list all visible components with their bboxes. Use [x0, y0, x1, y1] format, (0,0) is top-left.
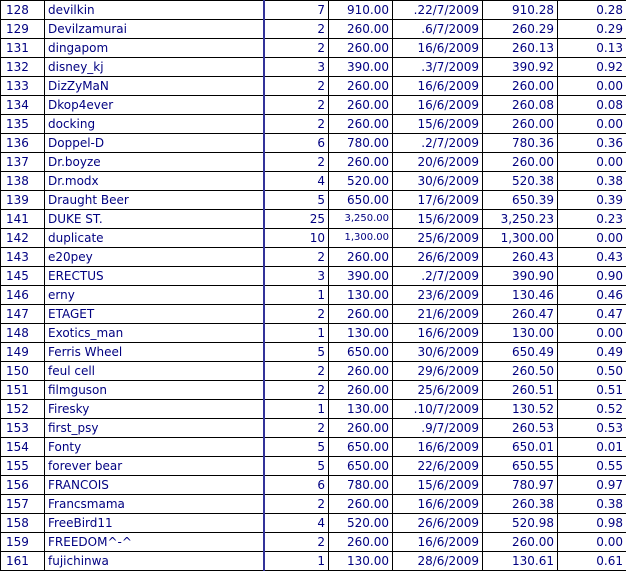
table-row[interactable]	[1, 324, 626, 343]
cell-date[interactable]: 23/6/2009	[393, 286, 483, 305]
cell-name[interactable]: FreeBird11	[45, 514, 264, 533]
cell-amount[interactable]: 260.00	[329, 96, 393, 115]
table-row[interactable]	[1, 58, 626, 77]
cell-total[interactable]: 3,250.23	[483, 210, 558, 229]
cell-total[interactable]: 520.98	[483, 514, 558, 533]
cell-total[interactable]: 260.00	[483, 533, 558, 552]
cell-row-number[interactable]: 150	[1, 362, 45, 381]
cell-amount[interactable]: 520.00	[329, 514, 393, 533]
cell-row-number[interactable]: 138	[1, 172, 45, 191]
cell-total[interactable]: 260.08	[483, 96, 558, 115]
table-row[interactable]	[1, 77, 626, 96]
cell-amount[interactable]: 780.00	[329, 134, 393, 153]
cell-row-number[interactable]: 149	[1, 343, 45, 362]
cell-date[interactable]: 25/6/2009	[393, 229, 483, 248]
cell-quantity[interactable]: 5	[264, 343, 329, 362]
cell-total[interactable]: 130.61	[483, 552, 558, 571]
cell-name[interactable]: devilkin	[45, 1, 264, 20]
cell-fraction[interactable]: 0.97	[558, 476, 626, 495]
cell-total[interactable]: 260.53	[483, 419, 558, 438]
table-row[interactable]	[1, 191, 626, 210]
cell-total[interactable]: 260.43	[483, 248, 558, 267]
cell-date[interactable]: 16/6/2009	[393, 324, 483, 343]
cell-total[interactable]: 260.00	[483, 115, 558, 134]
table-row[interactable]	[1, 343, 626, 362]
cell-date[interactable]: 16/6/2009	[393, 533, 483, 552]
cell-amount[interactable]: 390.00	[329, 58, 393, 77]
cell-quantity[interactable]: 1	[264, 286, 329, 305]
cell-row-number[interactable]: 153	[1, 419, 45, 438]
cell-quantity[interactable]: 6	[264, 476, 329, 495]
table-row[interactable]	[1, 267, 626, 286]
cell-name[interactable]: fujichinwa	[45, 552, 264, 571]
cell-quantity[interactable]: 2	[264, 495, 329, 514]
cell-total[interactable]: 520.38	[483, 172, 558, 191]
cell-date[interactable]: 30/6/2009	[393, 343, 483, 362]
table-row[interactable]	[1, 438, 626, 457]
cell-name[interactable]: Francsmama	[45, 495, 264, 514]
cell-quantity[interactable]: 3	[264, 58, 329, 77]
cell-date[interactable]: .6/7/2009	[393, 20, 483, 39]
cell-total[interactable]: 130.46	[483, 286, 558, 305]
table-row[interactable]	[1, 419, 626, 438]
cell-amount[interactable]: 260.00	[329, 248, 393, 267]
table-row[interactable]	[1, 1, 626, 20]
cell-date[interactable]: .3/7/2009	[393, 58, 483, 77]
cell-name[interactable]: erny	[45, 286, 264, 305]
cell-fraction[interactable]: 0.00	[558, 533, 626, 552]
cell-row-number[interactable]: 152	[1, 400, 45, 419]
cell-total[interactable]: 130.00	[483, 324, 558, 343]
cell-row-number[interactable]: 147	[1, 305, 45, 324]
cell-fraction[interactable]: 0.01	[558, 438, 626, 457]
cell-name[interactable]: disney_kj	[45, 58, 264, 77]
cell-fraction[interactable]: 0.29	[558, 20, 626, 39]
cell-row-number[interactable]: 129	[1, 20, 45, 39]
cell-amount[interactable]: 130.00	[329, 400, 393, 419]
cell-amount[interactable]: 1,300.00	[329, 229, 393, 248]
table-row[interactable]	[1, 172, 626, 191]
cell-row-number[interactable]: 143	[1, 248, 45, 267]
cell-date[interactable]: 28/6/2009	[393, 552, 483, 571]
cell-total[interactable]: 260.38	[483, 495, 558, 514]
cell-date[interactable]: 26/6/2009	[393, 514, 483, 533]
cell-total[interactable]: 260.00	[483, 77, 558, 96]
cell-fraction[interactable]: 0.61	[558, 552, 626, 571]
cell-name[interactable]: duplicate	[45, 229, 264, 248]
cell-date[interactable]: 15/6/2009	[393, 115, 483, 134]
table-row[interactable]	[1, 362, 626, 381]
cell-date[interactable]: 22/6/2009	[393, 457, 483, 476]
cell-total[interactable]: 910.28	[483, 1, 558, 20]
cell-quantity[interactable]: 1	[264, 400, 329, 419]
cell-date[interactable]: 16/6/2009	[393, 495, 483, 514]
cell-name[interactable]: Firesky	[45, 400, 264, 419]
cell-name[interactable]: Fonty	[45, 438, 264, 457]
cell-fraction[interactable]: 0.00	[558, 115, 626, 134]
cell-quantity[interactable]: 25	[264, 210, 329, 229]
cell-name[interactable]: Dr.modx	[45, 172, 264, 191]
cell-date[interactable]: 16/6/2009	[393, 438, 483, 457]
cell-date[interactable]: .9/7/2009	[393, 419, 483, 438]
cell-quantity[interactable]: 3	[264, 267, 329, 286]
cell-name[interactable]: docking	[45, 115, 264, 134]
table-row[interactable]	[1, 495, 626, 514]
cell-amount[interactable]: 130.00	[329, 324, 393, 343]
cell-fraction[interactable]: 0.00	[558, 229, 626, 248]
cell-quantity[interactable]: 6	[264, 134, 329, 153]
cell-quantity[interactable]: 2	[264, 77, 329, 96]
cell-date[interactable]: 21/6/2009	[393, 305, 483, 324]
cell-name[interactable]: Exotics_man	[45, 324, 264, 343]
cell-row-number[interactable]: 137	[1, 153, 45, 172]
cell-amount[interactable]: 390.00	[329, 267, 393, 286]
cell-row-number[interactable]: 155	[1, 457, 45, 476]
table-row[interactable]	[1, 153, 626, 172]
cell-date[interactable]: .10/7/2009	[393, 400, 483, 419]
cell-amount[interactable]: 650.00	[329, 343, 393, 362]
cell-row-number[interactable]: 148	[1, 324, 45, 343]
cell-fraction[interactable]: 0.52	[558, 400, 626, 419]
cell-fraction[interactable]: 0.90	[558, 267, 626, 286]
cell-row-number[interactable]: 156	[1, 476, 45, 495]
table-row[interactable]	[1, 248, 626, 267]
cell-name[interactable]: dingapom	[45, 39, 264, 58]
cell-amount[interactable]: 260.00	[329, 419, 393, 438]
cell-fraction[interactable]: 0.50	[558, 362, 626, 381]
cell-quantity[interactable]: 2	[264, 305, 329, 324]
cell-total[interactable]: 260.51	[483, 381, 558, 400]
cell-row-number[interactable]: 136	[1, 134, 45, 153]
table-row[interactable]	[1, 457, 626, 476]
cell-name[interactable]: Dr.boyze	[45, 153, 264, 172]
cell-fraction[interactable]: 0.38	[558, 495, 626, 514]
cell-fraction[interactable]: 0.46	[558, 286, 626, 305]
cell-amount[interactable]: 910.00	[329, 1, 393, 20]
cell-row-number[interactable]: 151	[1, 381, 45, 400]
cell-fraction[interactable]: 0.00	[558, 153, 626, 172]
cell-quantity[interactable]: 2	[264, 153, 329, 172]
cell-total[interactable]: 650.55	[483, 457, 558, 476]
cell-fraction[interactable]: 0.43	[558, 248, 626, 267]
cell-quantity[interactable]: 2	[264, 381, 329, 400]
cell-quantity[interactable]: 4	[264, 514, 329, 533]
cell-fraction[interactable]: 0.47	[558, 305, 626, 324]
cell-total[interactable]: 260.13	[483, 39, 558, 58]
cell-amount[interactable]: 130.00	[329, 552, 393, 571]
cell-fraction[interactable]: 0.55	[558, 457, 626, 476]
cell-quantity[interactable]: 1	[264, 324, 329, 343]
cell-row-number[interactable]: 135	[1, 115, 45, 134]
cell-date[interactable]: .2/7/2009	[393, 134, 483, 153]
cell-quantity[interactable]: 1	[264, 552, 329, 571]
cell-date[interactable]: 25/6/2009	[393, 381, 483, 400]
cell-total[interactable]: 1,300.00	[483, 229, 558, 248]
cell-name[interactable]: first_psy	[45, 419, 264, 438]
cell-quantity[interactable]: 5	[264, 191, 329, 210]
cell-row-number[interactable]: 145	[1, 267, 45, 286]
cell-quantity[interactable]: 2	[264, 248, 329, 267]
cell-row-number[interactable]: 157	[1, 495, 45, 514]
table-row[interactable]	[1, 20, 626, 39]
cell-quantity[interactable]: 2	[264, 419, 329, 438]
table-row[interactable]	[1, 229, 626, 248]
cell-name[interactable]: Dkop4ever	[45, 96, 264, 115]
cell-name[interactable]: Draught Beer	[45, 191, 264, 210]
table-row[interactable]	[1, 96, 626, 115]
cell-amount[interactable]: 130.00	[329, 286, 393, 305]
table-row[interactable]	[1, 381, 626, 400]
cell-date[interactable]: 20/6/2009	[393, 153, 483, 172]
cell-total[interactable]: 260.50	[483, 362, 558, 381]
cell-date[interactable]: .2/7/2009	[393, 267, 483, 286]
cell-amount[interactable]: 260.00	[329, 153, 393, 172]
cell-fraction[interactable]: 0.23	[558, 210, 626, 229]
cell-amount[interactable]: 780.00	[329, 476, 393, 495]
cell-date[interactable]: 15/6/2009	[393, 210, 483, 229]
cell-quantity[interactable]: 2	[264, 39, 329, 58]
cell-total[interactable]: 260.00	[483, 153, 558, 172]
cell-row-number[interactable]: 128	[1, 1, 45, 20]
cell-fraction[interactable]: 0.28	[558, 1, 626, 20]
cell-amount[interactable]: 650.00	[329, 438, 393, 457]
cell-amount[interactable]: 260.00	[329, 305, 393, 324]
cell-row-number[interactable]: 142	[1, 229, 45, 248]
cell-name[interactable]: Ferris Wheel	[45, 343, 264, 362]
cell-fraction[interactable]: 0.00	[558, 77, 626, 96]
cell-name[interactable]: filmguson	[45, 381, 264, 400]
table-row[interactable]	[1, 134, 626, 153]
cell-row-number[interactable]: 141	[1, 210, 45, 229]
cell-date[interactable]: .22/7/2009	[393, 1, 483, 20]
cell-quantity[interactable]: 2	[264, 96, 329, 115]
cell-quantity[interactable]: 2	[264, 20, 329, 39]
cell-fraction[interactable]: 0.08	[558, 96, 626, 115]
cell-name[interactable]: forever bear	[45, 457, 264, 476]
cell-total[interactable]: 390.90	[483, 267, 558, 286]
cell-row-number[interactable]: 133	[1, 77, 45, 96]
table-row[interactable]	[1, 476, 626, 495]
spreadsheet-body	[1, 1, 626, 571]
cell-row-number[interactable]: 158	[1, 514, 45, 533]
cell-fraction[interactable]: 0.53	[558, 419, 626, 438]
table-row[interactable]	[1, 552, 626, 571]
cell-total[interactable]: 390.92	[483, 58, 558, 77]
table-row[interactable]	[1, 533, 626, 552]
cell-date[interactable]: 16/6/2009	[393, 77, 483, 96]
table-row[interactable]	[1, 115, 626, 134]
cell-fraction[interactable]: 0.39	[558, 191, 626, 210]
cell-name[interactable]: DizZyMaN	[45, 77, 264, 96]
cell-row-number[interactable]: 161	[1, 552, 45, 571]
cell-date[interactable]: 30/6/2009	[393, 172, 483, 191]
cell-name[interactable]: feul cell	[45, 362, 264, 381]
table-row[interactable]	[1, 514, 626, 533]
cell-total[interactable]: 650.39	[483, 191, 558, 210]
cell-total[interactable]: 130.52	[483, 400, 558, 419]
cell-amount[interactable]: 260.00	[329, 533, 393, 552]
cell-fraction[interactable]: 0.51	[558, 381, 626, 400]
cell-name[interactable]: DUKE ST.	[45, 210, 264, 229]
cell-name[interactable]: FRANCOIS	[45, 476, 264, 495]
cell-quantity[interactable]: 7	[264, 1, 329, 20]
cell-date[interactable]: 16/6/2009	[393, 39, 483, 58]
cell-date[interactable]: 26/6/2009	[393, 248, 483, 267]
table-row[interactable]	[1, 210, 626, 229]
cell-fraction[interactable]: 0.00	[558, 324, 626, 343]
cell-name[interactable]: FREEDOM^-^	[45, 533, 264, 552]
cell-amount[interactable]: 260.00	[329, 20, 393, 39]
cell-quantity[interactable]: 10	[264, 229, 329, 248]
cell-amount[interactable]: 520.00	[329, 172, 393, 191]
cell-name[interactable]: e20pey	[45, 248, 264, 267]
table-row[interactable]	[1, 305, 626, 324]
cell-amount[interactable]: 260.00	[329, 362, 393, 381]
cell-total[interactable]: 780.36	[483, 134, 558, 153]
cell-quantity[interactable]: 2	[264, 533, 329, 552]
cell-total[interactable]: 260.29	[483, 20, 558, 39]
cell-amount[interactable]: 260.00	[329, 115, 393, 134]
cell-amount[interactable]: 650.00	[329, 191, 393, 210]
cell-fraction[interactable]: 0.92	[558, 58, 626, 77]
cell-quantity[interactable]: 5	[264, 438, 329, 457]
cell-amount[interactable]: 260.00	[329, 381, 393, 400]
cell-total[interactable]: 650.01	[483, 438, 558, 457]
cell-total[interactable]: 780.97	[483, 476, 558, 495]
table-row[interactable]	[1, 39, 626, 58]
cell-name[interactable]: Doppel-D	[45, 134, 264, 153]
cell-amount[interactable]: 3,250.00	[329, 210, 393, 229]
table-row[interactable]	[1, 400, 626, 419]
cell-total[interactable]: 650.49	[483, 343, 558, 362]
cell-total[interactable]: 260.47	[483, 305, 558, 324]
cell-fraction[interactable]: 0.49	[558, 343, 626, 362]
cell-quantity[interactable]: 2	[264, 362, 329, 381]
cell-fraction[interactable]: 0.36	[558, 134, 626, 153]
cell-amount[interactable]: 260.00	[329, 39, 393, 58]
cell-row-number[interactable]: 132	[1, 58, 45, 77]
table-row[interactable]	[1, 286, 626, 305]
cell-row-number[interactable]: 159	[1, 533, 45, 552]
cell-amount[interactable]: 650.00	[329, 457, 393, 476]
cell-name[interactable]: ETAGET	[45, 305, 264, 324]
cell-name[interactable]: Devilzamurai	[45, 20, 264, 39]
cell-date[interactable]: 16/6/2009	[393, 96, 483, 115]
cell-quantity[interactable]: 4	[264, 172, 329, 191]
cell-quantity[interactable]: 2	[264, 115, 329, 134]
cell-amount[interactable]: 260.00	[329, 495, 393, 514]
cell-fraction[interactable]: 0.13	[558, 39, 626, 58]
cell-fraction[interactable]: 0.38	[558, 172, 626, 191]
cell-amount[interactable]: 260.00	[329, 77, 393, 96]
cell-date[interactable]: 17/6/2009	[393, 191, 483, 210]
cell-date[interactable]: 29/6/2009	[393, 362, 483, 381]
cell-date[interactable]: 15/6/2009	[393, 476, 483, 495]
cell-row-number[interactable]: 134	[1, 96, 45, 115]
cell-row-number[interactable]: 146	[1, 286, 45, 305]
cell-row-number[interactable]: 139	[1, 191, 45, 210]
cell-quantity[interactable]: 5	[264, 457, 329, 476]
cell-name[interactable]: ERECTUS	[45, 267, 264, 286]
cell-fraction[interactable]: 0.98	[558, 514, 626, 533]
cell-row-number[interactable]: 131	[1, 39, 45, 58]
cell-row-number[interactable]: 154	[1, 438, 45, 457]
